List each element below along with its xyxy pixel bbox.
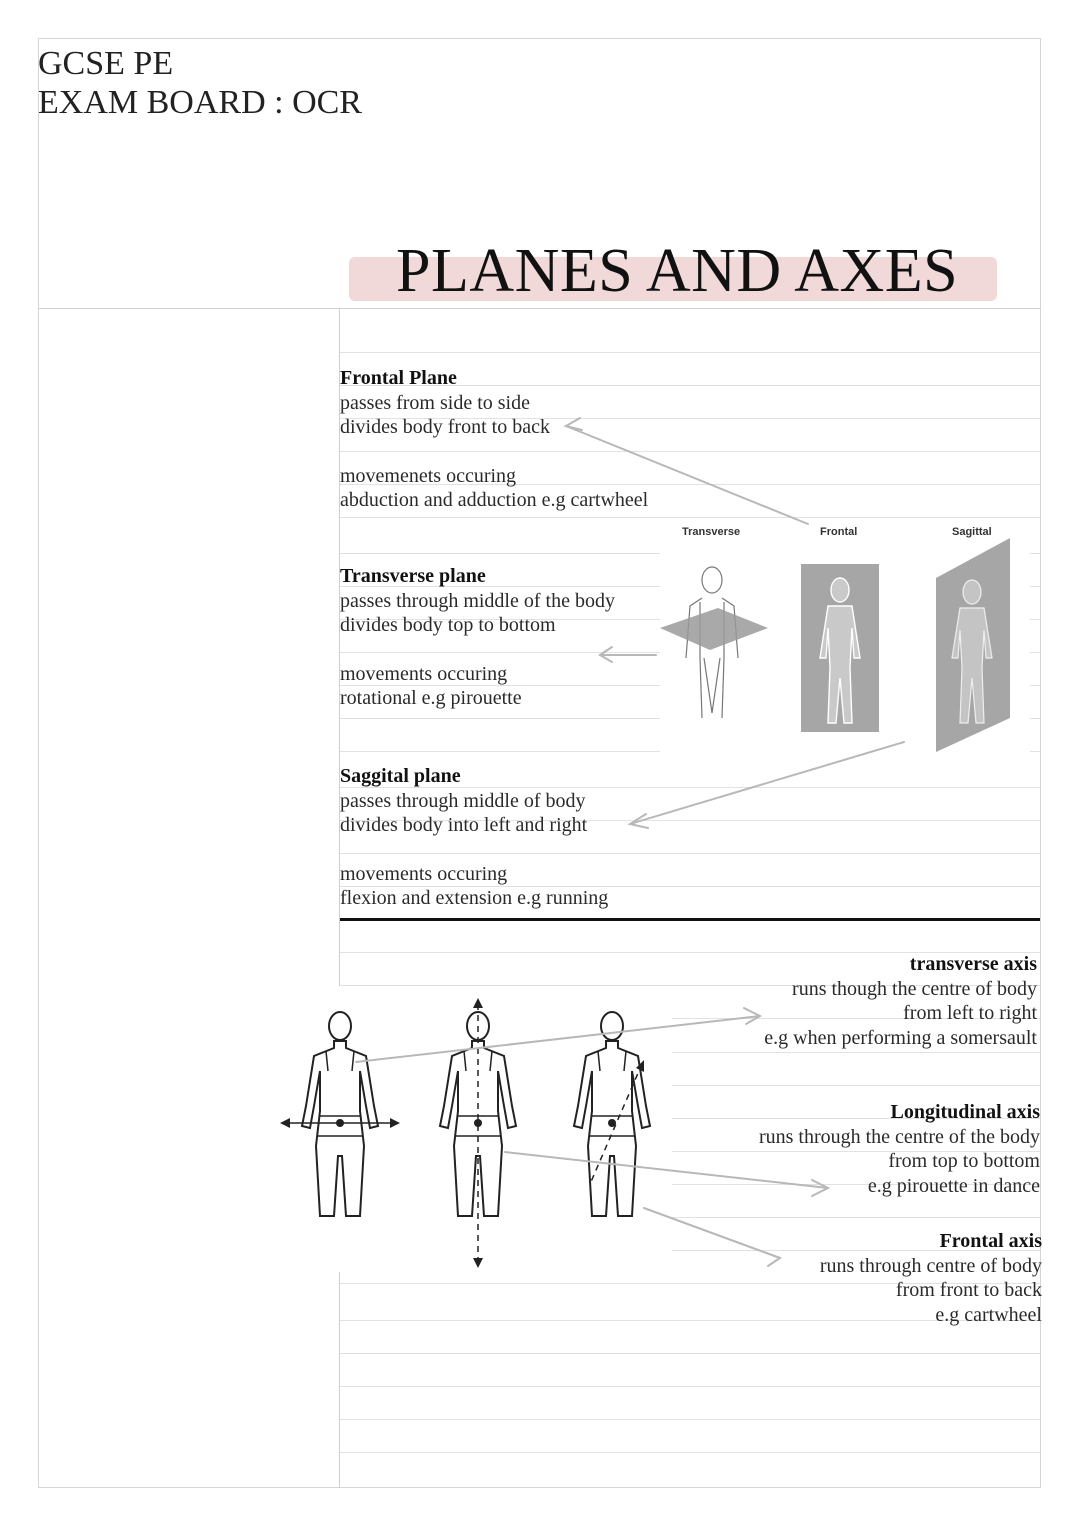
note-line: passes from side to side [340, 391, 530, 414]
sagittal-plane-note [340, 764, 608, 911]
transverse-plane-label: Transverse [682, 526, 741, 538]
ruled-line [340, 1353, 1040, 1354]
frontal-axis-note [640, 1229, 1042, 1327]
transverse-axis-note [640, 952, 1037, 1050]
note-line: runs though the centre of body [792, 977, 1037, 1000]
note-line: divides body front to back [340, 416, 550, 438]
planes-illustration [660, 518, 1030, 758]
note-line: e.g when performing a somersault [764, 1026, 1037, 1049]
frontal-plane-note [340, 366, 648, 513]
note-line: movements occuring [340, 862, 508, 885]
transverse-plane-note [340, 564, 615, 711]
note-line: flexion and extension e.g running [340, 887, 609, 909]
note-heading: Saggital plane [340, 765, 461, 787]
note-heading: Transverse plane [340, 565, 486, 587]
note-line: divides body into left and right [340, 814, 588, 836]
note-heading: Frontal axis [939, 1230, 1042, 1252]
ruled-line [340, 1452, 1040, 1453]
note-heading: Longitudinal axis [890, 1101, 1040, 1123]
note-line: rotational e.g pirouette [340, 687, 522, 709]
exam-board-text: EXAM BOARD : OCR [38, 84, 362, 121]
ruled-line [340, 1386, 1040, 1387]
page-title: PLANES AND AXES [396, 237, 959, 305]
note-heading: transverse axis [909, 953, 1037, 975]
longitudinal-axis-note [640, 1100, 1040, 1198]
note-line: e.g cartwheel [935, 1303, 1042, 1326]
note-line: runs through centre of body [819, 1254, 1042, 1277]
axes-illustration [270, 986, 672, 1272]
note-line: movements occuring [340, 662, 508, 685]
frontal-plane-label: Frontal [820, 526, 858, 538]
note-line: from front to back [895, 1279, 1042, 1301]
header [38, 44, 362, 122]
note-heading: Frontal Plane [340, 367, 457, 389]
header-divider [38, 308, 1041, 309]
ruled-line [340, 1419, 1040, 1420]
planes-diagram [660, 518, 1030, 758]
note-line: runs through the centre of the body [758, 1125, 1040, 1148]
axes-diagram [270, 986, 672, 1272]
sagittal-plane-label: Sagittal [952, 526, 992, 538]
subject-text: GCSE PE [38, 45, 174, 82]
note-line: passes through middle of the body [340, 589, 615, 612]
note-line: e.g pirouette in dance [867, 1174, 1040, 1197]
note-line: movemenets occuring [340, 464, 517, 487]
note-line: passes through middle of body [340, 789, 586, 812]
section-divider [340, 918, 1040, 921]
note-line: from left to right [903, 1002, 1037, 1024]
note-line: divides body top to bottom [340, 614, 556, 636]
ruled-line [340, 352, 1040, 353]
note-line: abduction and adduction e.g cartwheel [340, 489, 649, 511]
note-line: from top to bottom [888, 1150, 1040, 1172]
